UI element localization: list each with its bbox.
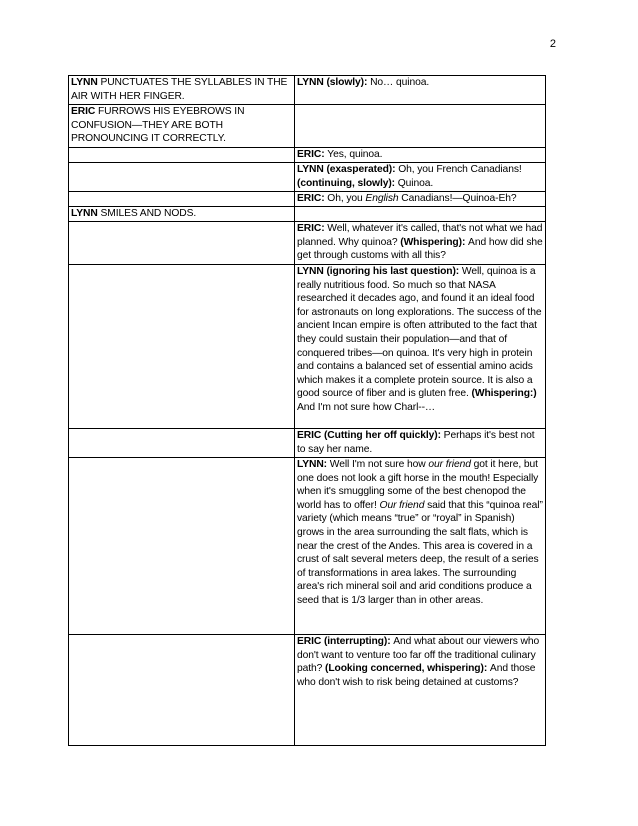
script-row — [69, 635, 546, 746]
stage-direction-cell — [69, 192, 295, 207]
dialogue-cell — [295, 207, 546, 222]
script-row — [69, 429, 546, 458]
line-text: And how did she get through customs with all this? — [297, 236, 543, 262]
speaker-label: LYNN: — [297, 459, 330, 470]
dialogue-cell — [295, 163, 546, 192]
dialogue-cell — [295, 222, 546, 265]
line-text: Well I'm not sure how — [329, 459, 429, 470]
stage-direction-cell — [69, 635, 295, 746]
dialogue-cell — [295, 192, 546, 207]
stage-direction-cell — [69, 105, 295, 148]
script-row — [69, 458, 546, 635]
line-text: Oh, you French Canadians! — [398, 164, 522, 175]
dialogue-cell — [295, 265, 546, 429]
dialogue-cell — [295, 76, 546, 105]
speaker-label: ERIC: — [297, 149, 328, 160]
stage-direction-cell — [69, 148, 295, 163]
line-text: Canadians!—Quinoa-Eh? — [398, 193, 517, 204]
dialogue-cell — [295, 458, 546, 635]
stage-direction-cell — [69, 458, 295, 635]
speaker-label: (continuing, slowly): — [297, 177, 398, 189]
script-row — [69, 105, 546, 148]
script-row — [69, 76, 546, 105]
line-text: FURROWS HIS EYEBROWS IN CONFUSION—THEY ARE BOTH PRONOUNCING IT CORRECTLY. — [71, 106, 245, 145]
line-text: And I'm not sure how Charl--… — [297, 401, 436, 413]
dialogue-cell — [295, 429, 546, 458]
speaker-label: LYNN (exasperated): — [297, 164, 399, 175]
speaker-label: LYNN — [71, 208, 98, 219]
line-text: Well, quinoa is a really nutritious food. So much so that NASA researched it decades ago, and found it an ideal food for astronauts on long explorations. The success of the ancient Incan empire is often attributed to the fact that they could sustain their population—and that of conquered tribes—on quinoa. It's very high in protein and contains a balanced set of essential amino acids which makes it a complete protein source. It is also a good source of fiber and is gluten free. — [297, 266, 542, 400]
speaker-label: ERIC (interrupting): — [297, 636, 394, 647]
speaker-label: (Whispering): — [400, 236, 469, 248]
dialogue-cell — [295, 148, 546, 163]
dialogue-cell — [295, 105, 546, 148]
script-rows — [69, 76, 546, 746]
speaker-label: LYNN (slowly): — [297, 77, 371, 88]
line-text: And those who don't wish to risk being detained at customs? — [297, 663, 536, 688]
stage-direction-cell — [69, 222, 295, 265]
line-text: SMILES AND NODS. — [97, 208, 197, 219]
stage-direction-cell — [69, 207, 295, 222]
script-row — [69, 222, 546, 265]
emphasis-text: Our friend — [379, 499, 425, 511]
speaker-label: LYNN — [71, 77, 98, 88]
dialogue-cell — [295, 635, 546, 746]
speaker-label: (Looking concerned, whispering): — [325, 663, 490, 675]
emphasis-text: English — [365, 193, 399, 204]
speaker-label: ERIC — [71, 106, 96, 117]
stage-direction-cell — [69, 429, 295, 458]
emphasis-text: our friend — [428, 459, 471, 470]
line-text: Perhaps it's best not to say her name. — [297, 430, 535, 455]
script-row — [69, 207, 546, 222]
line-text: No… quinoa. — [370, 77, 430, 88]
script-table — [68, 75, 546, 746]
speaker-label: LYNN (ignoring his last question): — [297, 266, 462, 277]
stage-direction-cell — [69, 76, 295, 105]
stage-direction-cell — [69, 265, 295, 429]
line-text: And what about our viewers who don't want to venture too far off the traditional culinary path? — [297, 636, 540, 675]
stage-direction-cell — [69, 163, 295, 192]
line-text: PUNCTUATES THE SYLLABLES IN THE AIR WITH HER FINGER. — [71, 77, 288, 102]
line-text: Oh, you — [327, 193, 366, 204]
script-row — [69, 265, 546, 429]
line-text: got it here, but one does not look a gift horse in the mouth! Especially when it's smuggling some of the best chenopod the world has to offer! — [297, 459, 539, 511]
script-row — [69, 148, 546, 163]
line-text: Well, whatever it's called, that's not what we had planned. Why quinoa? — [297, 223, 543, 248]
script-row — [69, 192, 546, 207]
speaker-label: ERIC: — [297, 193, 328, 204]
speaker-label: (Whispering:) — [471, 388, 537, 400]
line-text: said that this “quinoa real” variety (which means “true” or “royal” in Spanish) grows in the area surrounding the salt flats, which is near the crest of the Andes. This area is covered in a crust of salt several meters deep, the result of a series of transformations in area lakes. The surrounding area's rich mineral soil and arid conditions produce a seed that is 1/3 larger than in other areas. — [297, 499, 543, 606]
line-text: Quinoa. — [397, 177, 434, 189]
speaker-label: ERIC (Cutting her off quickly): — [297, 430, 444, 441]
line-text: Yes, quinoa. — [327, 149, 383, 160]
speaker-label: ERIC: — [297, 223, 328, 234]
page-number: 2 — [549, 38, 556, 50]
script-row — [69, 163, 546, 192]
